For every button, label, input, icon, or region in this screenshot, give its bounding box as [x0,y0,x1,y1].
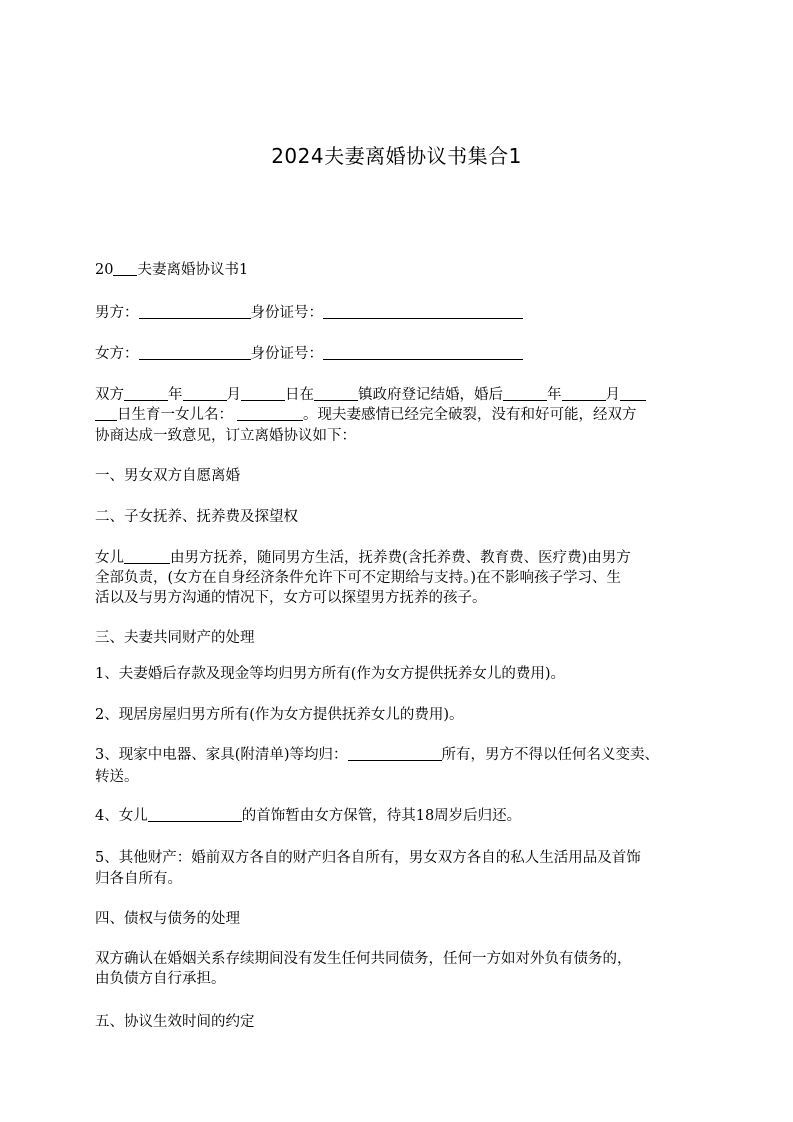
blank-field [241,386,285,401]
property-item-2: 2、现居房屋归男方所有(作为女方提供抚养女儿的费用)。 [95,707,464,723]
blank-female-id [323,345,523,360]
blank-daughter-name [237,406,303,421]
section-heading-1: 一、男女双方自愿离婚 [95,468,240,484]
property-item-5-cont: 归各自所有。 [95,871,182,887]
section-heading-5: 五、协议生效时间的约定 [95,1014,255,1030]
marriage-line-1 [95,385,646,405]
blank-field [95,406,117,421]
female-id-label: 身份证号： [250,346,323,362]
marriage-text: 双方 [95,387,124,403]
custody-text: 女儿 [95,550,124,566]
subtitle-suffix: 夫妻离婚协议书1 [137,262,249,278]
marriage-line-2 [95,405,637,425]
custody-line-3: 活以及与男方沟通的情况下，女方可以探望男方抚养的孩子。 [95,590,487,606]
male-line [95,303,523,323]
female-label: 女方： [95,346,139,362]
blank-field [348,746,442,761]
marriage-text: 日生育一女儿名： [117,407,233,423]
marriage-line-3: 协商达成一致意见，订立离婚协议如下： [95,428,356,444]
blank-field [314,386,358,401]
marriage-text: 日在 [285,387,314,403]
custody-line-1 [95,548,631,568]
female-line [95,344,523,364]
blank-field [124,549,170,564]
property-text: 的首饰暂由女方保管，待其18周岁后归还。 [241,808,522,824]
marriage-text: 月 [226,387,241,403]
property-item-3 [95,745,659,765]
custody-line-2: 全部负责，(女方在自身经济条件允许下可不定期给与支持。)在不影响孩子学习、生 [95,570,622,586]
blank-male-id [323,304,523,319]
section-heading-4: 四、债权与债务的处理 [95,911,240,927]
male-label: 男方： [95,305,139,321]
blank-field [148,807,242,822]
male-id-label: 身份证号： [250,305,323,321]
subtitle [95,260,248,280]
marriage-text: 。现夫妻感情已经完全破裂，没有和好可能，经双方 [303,407,637,423]
property-item-1: 1、夫妻婚后存款及现金等均归男方所有(作为女方提供抚养女儿的费用)。 [95,666,566,682]
blank-male-name [139,304,251,319]
property-text: 所有，男方不得以任何名义变卖、 [441,747,660,763]
blank-field [183,386,227,401]
marriage-text: 月 [605,387,620,403]
marriage-text: 年 [547,387,562,403]
property-text: 3、现家中电器、家具(附清单)等均归： [95,747,348,763]
blank-field [503,386,547,401]
property-item-5: 5、其他财产：婚前双方各自的财产归各自所有，男女双方各自的私人生活用品及首饰 [95,850,641,866]
property-item-3-cont: 转送。 [95,769,139,785]
section-heading-3: 三、夫妻共同财产的处理 [95,630,255,646]
property-item-4 [95,806,521,826]
marriage-text: 年 [168,387,183,403]
subtitle-prefix: 20 [95,262,114,278]
debt-line-2: 由负债方自行承担。 [95,971,226,987]
blank-year [113,261,137,276]
section-heading-2: 二、子女抚养、抚养费及探望权 [95,509,298,525]
custody-text: 由男方抚养，随同男方生活，抚养费(含托养费、教育费、医疗费)由男方 [170,550,631,566]
marriage-text: 镇政府登记结婚，婚后 [358,387,503,403]
blank-female-name [139,345,251,360]
blank-field [620,386,646,401]
debt-line-1: 双方确认在婚姻关系存续期间没有发生任何共同债务，任何一方如对外负有债务的， [95,951,632,967]
property-text: 4、女儿 [95,808,148,824]
blank-field [562,386,606,401]
document-title: 2024夫妻离婚协议书集合1 [271,144,522,168]
blank-field [124,386,168,401]
